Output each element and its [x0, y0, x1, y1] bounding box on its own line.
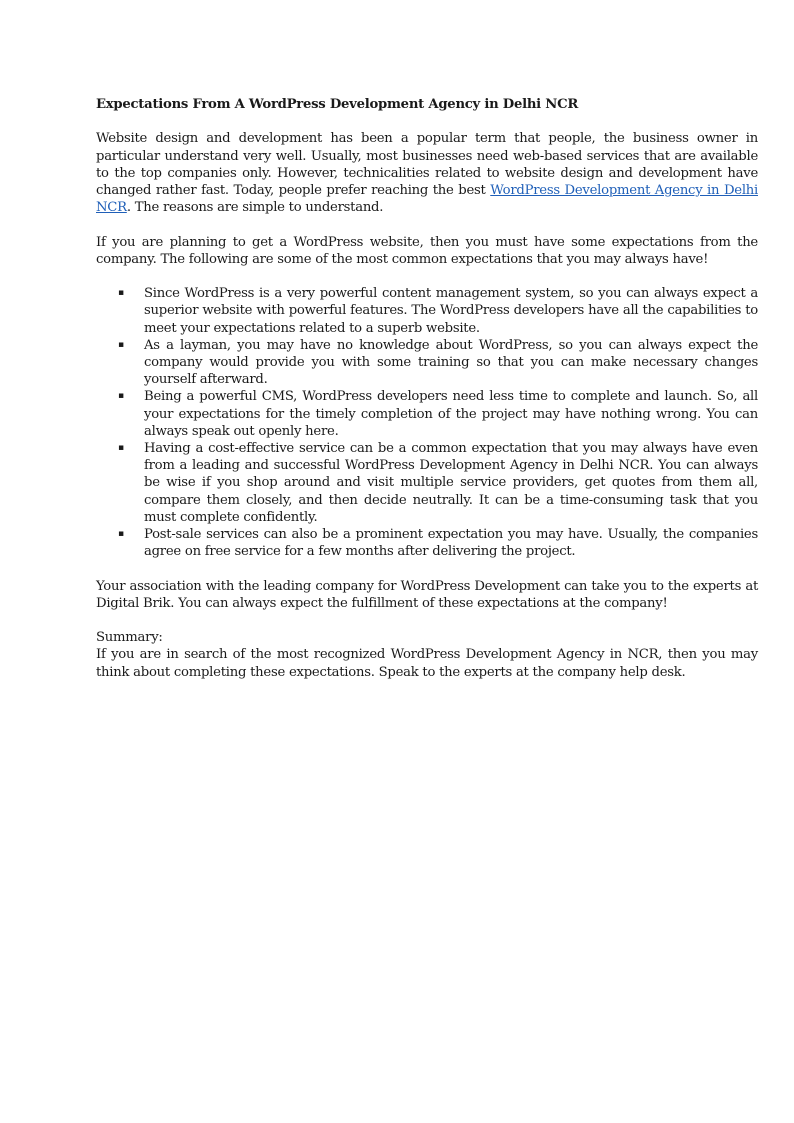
intro-text-after-link: . The reasons are simple to understand. [126, 200, 384, 216]
summary-heading: Summary: [96, 630, 163, 646]
list-item-text: Being a powerful CMS, WordPress developers need less time to complete and launch. So, all your expectations for the timely completion of the project may have nothing wrong. You can always speak out openly here. [144, 389, 758, 439]
list-item-text: Since WordPress is a very powerful content management system, so you can always expect a superior website with powerful features. The WordPress developers have all the capabilities to meet your expectations related to a superb website. [144, 286, 758, 336]
bullet-icon: ▪ [118, 339, 124, 350]
bullet-icon: ▪ [118, 443, 124, 454]
association-paragraph: Your association with the leading company for WordPress Development can take you to the experts at Digital Brik. You can always expect the fulfillment of these expectations at the company! [96, 578, 758, 611]
list-item [96, 337, 758, 389]
list-item-text: As a layman, you may have no knowledge about WordPress, so you can always expect the company would provide you with some training so that you can make necessary changes yourself afterward. [144, 337, 758, 388]
list-item-text: Having a cost-effective service can be a common expectation that you may always have even from a leading and successful WordPress Development Agency in Delhi NCR. You can always be wise if you shop around and visit multiple service providers, get quotes from them all, compare them closely, and then decide neutrally. It can be a time-consuming task that you must complete confidently. [144, 441, 758, 525]
list-item [96, 388, 758, 440]
expectations-intro-paragraph: If you are planning to get a WordPress website, then you must have some expectations from the company. The following are some of the most common expectations that you may always have! [96, 234, 758, 267]
list-item [96, 285, 758, 337]
bullet-icon: ▪ [118, 529, 124, 540]
list-item-text: Post-sale services can also be a prominent expectation you may have. Usually, the companies agree on free service for a few months after delivering the project. [144, 527, 758, 560]
bullet-icon: ▪ [118, 391, 124, 402]
intro-paragraph [96, 130, 758, 216]
list-item [96, 526, 758, 560]
document-page [96, 96, 758, 698]
summary-paragraph: If you are in search of the most recognized WordPress Development Agency in NCR, then you may think about completing these expectations. Speak to the experts at the company help desk. [96, 647, 758, 680]
document-title: Expectations From A WordPress Development Agency in Delhi NCR [96, 97, 579, 112]
bullet-icon: ▪ [118, 288, 124, 299]
expectations-list [96, 285, 758, 560]
list-item [96, 440, 758, 526]
intro-text-before-link: Website design and development has been a popular term that people, the business owner in particular understand very well. Usually, most businesses need web-based services that are available to the top companies only. However, technicalities related to website design and development have changed rather fast. Today, people prefer reaching the best [96, 131, 758, 198]
wordpress-agency-link[interactable]: WordPress Development Agency in Delhi NCR [96, 183, 758, 216]
